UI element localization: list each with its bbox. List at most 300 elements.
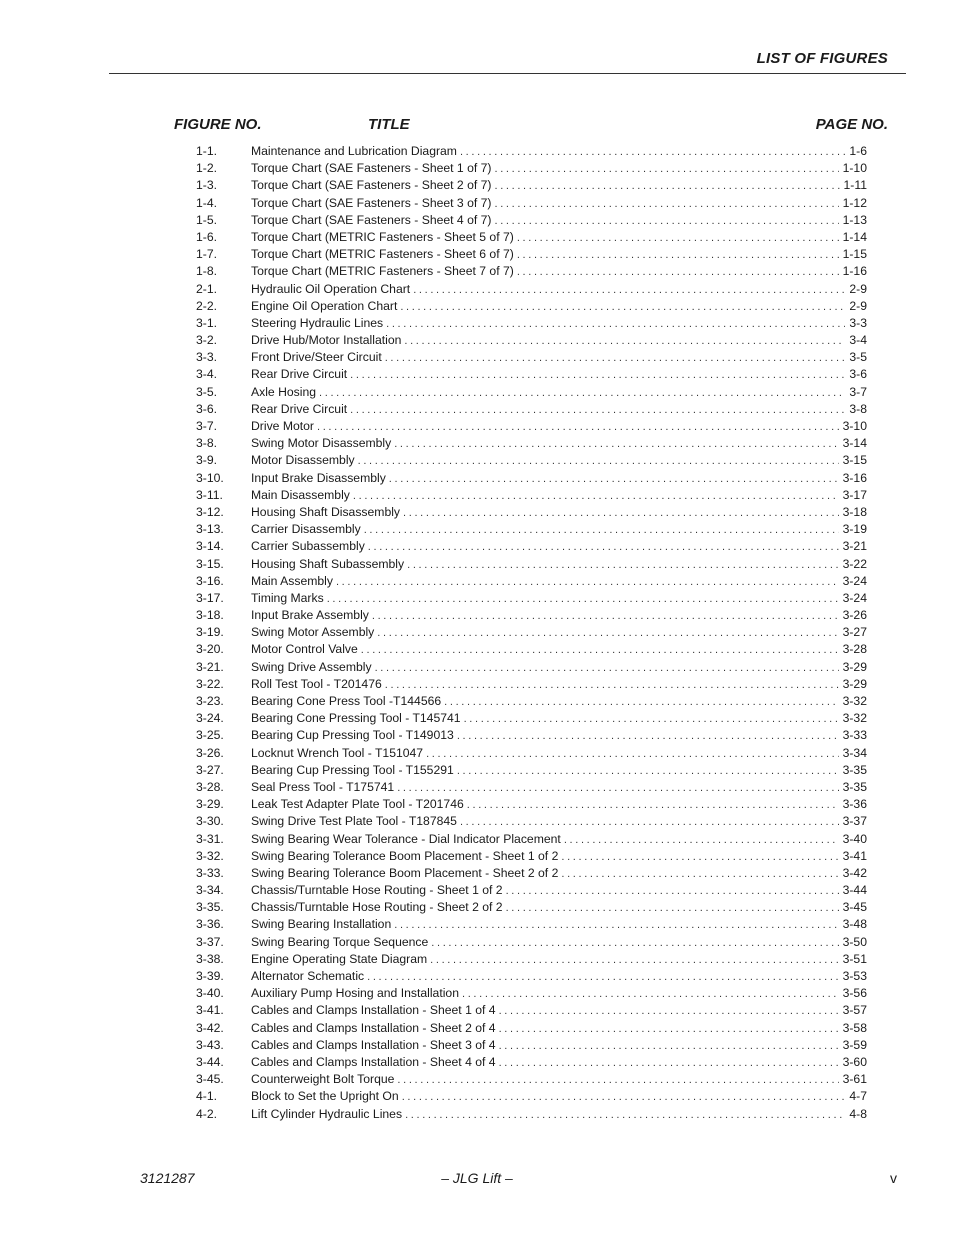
dot-leader — [494, 213, 838, 230]
figure-entry — [251, 624, 867, 642]
dot-leader — [336, 574, 839, 591]
figure-number: 1-6. — [196, 229, 218, 244]
figure-number: 3-14. — [196, 539, 224, 554]
list-item — [196, 435, 867, 452]
figure-entry — [251, 813, 867, 831]
list-item — [196, 745, 867, 762]
figure-number: 2-2. — [196, 298, 218, 313]
figure-number: 3-45. — [196, 1072, 224, 1087]
list-item — [196, 281, 867, 298]
figure-number: 3-41. — [196, 1003, 224, 1018]
list-item — [196, 315, 867, 332]
figure-page: 3-37 — [842, 814, 867, 829]
figure-title: Timing Marks — [251, 590, 324, 605]
figure-title: Swing Drive Assembly — [251, 659, 372, 674]
figure-page: 1-13 — [842, 212, 867, 227]
figure-title: Torque Chart (SAE Fasteners - Sheet 2 of 7) — [251, 178, 492, 193]
dot-leader — [517, 264, 839, 281]
column-header-figure: FIGURE NO. — [174, 116, 262, 133]
figure-title: Axle Hosing — [251, 384, 317, 399]
figure-entry — [251, 848, 867, 866]
column-header-page: PAGE NO. — [815, 116, 888, 133]
figure-number: 3-5. — [196, 384, 218, 399]
figure-entry — [251, 1054, 867, 1072]
figure-number: 3-34. — [196, 883, 224, 898]
figure-number: 3-4. — [196, 367, 218, 382]
figure-page: 3-45 — [842, 900, 867, 915]
figure-title: Swing Bearing Installation — [251, 917, 392, 932]
figure-entry — [251, 349, 867, 367]
figure-page: 4-7 — [849, 1089, 867, 1104]
figure-title: Cables and Clamps Installation - Sheet 3 of 4 — [251, 1037, 496, 1052]
figure-entry — [251, 212, 867, 230]
figure-entry — [251, 177, 867, 195]
figure-number: 1-3. — [196, 178, 218, 193]
figure-page: 3-19 — [842, 522, 867, 537]
figure-entry — [251, 281, 867, 299]
list-item — [196, 246, 867, 263]
figure-number: 3-24. — [196, 711, 224, 726]
figure-title: Alternator Schematic — [251, 969, 365, 983]
figure-title: Roll Test Tool - T201476 — [251, 676, 382, 691]
figure-title: Chassis/Turntable Hose Routing - Sheet 1 of 2 — [251, 883, 503, 898]
figure-number: 3-12. — [196, 504, 224, 519]
figure-number: 3-3. — [196, 350, 218, 365]
list-item — [196, 229, 867, 246]
figure-entry — [251, 160, 867, 178]
figure-title: Torque Chart (METRIC Fasteners - Sheet 5 of 7) — [251, 229, 514, 244]
figure-entry — [251, 882, 867, 900]
figure-page: 3-44 — [842, 883, 867, 898]
figure-entry — [251, 1088, 867, 1106]
figure-number: 3-39. — [196, 969, 224, 983]
figure-page: 3-60 — [842, 1054, 867, 1069]
figure-entry — [251, 573, 867, 591]
figure-title: Maintenance and Lubrication Diagram — [251, 144, 457, 158]
figure-page: 1-15 — [842, 247, 867, 262]
figure-title: Torque Chart (METRIC Fasteners - Sheet 6 of 7) — [251, 247, 514, 262]
dot-leader — [386, 316, 845, 333]
figure-entry — [251, 762, 867, 780]
figure-title: Torque Chart (SAE Fasteners - Sheet 3 of 7) — [251, 195, 492, 210]
dot-leader — [397, 780, 838, 797]
figure-page: 3-10 — [842, 419, 867, 433]
dot-leader — [319, 385, 845, 402]
list-item — [196, 1020, 867, 1037]
figure-page: 3-16 — [842, 470, 867, 485]
figure-page: 2-9 — [849, 298, 867, 313]
figure-entry — [251, 1071, 867, 1089]
figure-number: 1-2. — [196, 161, 218, 176]
figure-title: Input Brake Assembly — [251, 608, 369, 623]
footer-doc-number: 3121287 — [140, 1170, 195, 1186]
dot-leader — [457, 763, 839, 780]
figure-page: 3-36 — [842, 797, 867, 812]
figure-number: 4-1. — [196, 1089, 218, 1104]
figure-title: Bearing Cone Press Tool -T144566 — [251, 694, 442, 708]
figure-number: 3-33. — [196, 865, 224, 880]
figure-page: 3-24 — [842, 573, 867, 588]
figure-number: 3-11. — [196, 487, 223, 502]
figure-title: Motor Disassembly — [251, 453, 355, 468]
figure-page: 2-9 — [849, 281, 867, 296]
dot-leader — [385, 350, 846, 367]
dot-leader — [430, 952, 838, 969]
dot-leader — [317, 419, 839, 436]
figure-entry — [251, 1002, 867, 1020]
list-item — [196, 298, 867, 315]
list-item — [196, 693, 867, 710]
figure-entry — [251, 607, 867, 625]
figure-number: 3-42. — [196, 1020, 224, 1035]
figure-number: 1-4. — [196, 195, 218, 210]
list-item — [196, 779, 867, 796]
figure-number: 3-13. — [196, 522, 224, 537]
dot-leader — [506, 883, 839, 900]
figure-title: Auxiliary Pump Hosing and Installation — [251, 986, 459, 1001]
figure-entry — [251, 143, 867, 161]
figure-number: 1-7. — [196, 247, 218, 262]
figure-page: 1-12 — [842, 195, 867, 210]
figure-title: Swing Motor Disassembly — [251, 436, 392, 451]
figure-title: Bearing Cup Pressing Tool - T149013 — [251, 728, 454, 743]
dot-leader — [350, 402, 845, 419]
figure-number: 3-28. — [196, 779, 224, 794]
list-item — [196, 676, 867, 693]
figure-page: 3-32 — [842, 711, 867, 726]
dot-leader — [457, 728, 839, 745]
dot-leader — [375, 660, 839, 677]
figure-title: Swing Bearing Torque Sequence — [251, 934, 429, 949]
figure-entry — [251, 298, 867, 316]
figure-page: 3-40 — [842, 831, 867, 846]
list-item — [196, 1088, 867, 1105]
figure-page: 3-28 — [842, 642, 867, 657]
figure-title: Swing Motor Assembly — [251, 625, 375, 640]
dot-leader — [403, 505, 839, 522]
figure-page: 1-16 — [842, 264, 867, 279]
figure-title: Drive Motor — [251, 419, 314, 433]
list-item — [196, 470, 867, 487]
figure-page: 3-21 — [842, 539, 867, 554]
list-item — [196, 641, 867, 658]
figure-title: Main Disassembly — [251, 487, 350, 502]
dot-leader — [405, 1107, 845, 1124]
figure-page: 3-56 — [842, 986, 867, 1001]
figure-entry — [251, 693, 867, 711]
figure-number: 3-22. — [196, 676, 224, 691]
figure-entry — [251, 401, 867, 419]
figure-page: 3-35 — [842, 762, 867, 777]
figure-number: 3-27. — [196, 762, 224, 777]
figure-entry — [251, 384, 867, 402]
list-item — [196, 195, 867, 212]
list-item — [196, 813, 867, 830]
figure-page: 3-8 — [849, 401, 867, 416]
figure-entry — [251, 332, 867, 350]
figure-title: Main Assembly — [251, 573, 333, 588]
figure-page: 3-3 — [849, 315, 867, 330]
list-item — [196, 607, 867, 624]
figure-title: Hydraulic Oil Operation Chart — [251, 281, 411, 296]
figure-page: 1-14 — [842, 229, 867, 244]
list-item — [196, 968, 867, 985]
dot-leader — [350, 367, 845, 384]
dot-leader — [561, 866, 838, 883]
figure-entry — [251, 435, 867, 453]
dot-leader — [361, 642, 839, 659]
figure-title: Front Drive/Steer Circuit — [251, 350, 382, 365]
list-item — [196, 727, 867, 744]
figure-entry — [251, 195, 867, 213]
dot-leader — [517, 230, 839, 247]
dot-leader — [407, 557, 838, 574]
list-item — [196, 1106, 867, 1123]
figure-page: 3-57 — [842, 1003, 867, 1018]
figure-title: Chassis/Turntable Hose Routing - Sheet 2 of 2 — [251, 900, 503, 915]
list-item — [196, 934, 867, 951]
figure-entry — [251, 659, 867, 677]
list-item — [196, 951, 867, 968]
list-item — [196, 538, 867, 555]
figure-page: 3-61 — [842, 1072, 867, 1087]
figure-number: 3-26. — [196, 745, 224, 760]
figure-page: 3-32 — [842, 694, 867, 708]
list-item — [196, 590, 867, 607]
dot-leader — [367, 969, 838, 986]
figure-page: 4-8 — [849, 1106, 867, 1121]
figure-title: Swing Bearing Tolerance Boom Placement - Sheet 2 of 2 — [251, 865, 559, 880]
figure-page: 3-51 — [842, 951, 867, 966]
figure-number: 1-5. — [196, 212, 218, 227]
figure-title: Engine Operating State Diagram — [251, 951, 428, 966]
figure-number: 3-30. — [196, 814, 224, 829]
list-item — [196, 710, 867, 727]
list-item — [196, 831, 867, 848]
list-item — [196, 899, 867, 916]
figure-page: 3-7 — [849, 384, 867, 399]
figure-number: 2-1. — [196, 281, 218, 296]
dot-leader — [431, 935, 838, 952]
figure-number: 3-8. — [196, 436, 218, 451]
figure-entry — [251, 916, 867, 934]
list-item — [196, 384, 867, 401]
list-item — [196, 796, 867, 813]
figure-title: Cables and Clamps Installation - Sheet 1 of 4 — [251, 1003, 496, 1018]
list-item — [196, 624, 867, 641]
figure-number: 3-21. — [196, 659, 224, 674]
page-header-title: LIST OF FIGURES — [756, 50, 888, 67]
figure-title: Housing Shaft Disassembly — [251, 504, 401, 519]
figure-entry — [251, 521, 867, 539]
dot-leader — [462, 986, 839, 1003]
list-item — [196, 177, 867, 194]
figure-entry — [251, 470, 867, 488]
figure-number: 3-17. — [196, 590, 224, 605]
figure-title: Engine Oil Operation Chart — [251, 298, 398, 313]
dot-leader — [564, 832, 839, 849]
figure-number: 3-19. — [196, 625, 224, 640]
dot-leader — [327, 591, 839, 608]
figure-page: 3-18 — [842, 504, 867, 519]
dot-leader — [402, 1089, 846, 1106]
figure-page: 3-24 — [842, 590, 867, 605]
header-rule — [109, 73, 906, 74]
figure-page: 3-29 — [842, 676, 867, 691]
figure-title: Locknut Wrench Tool - T151047 — [251, 745, 424, 760]
figure-number: 3-1. — [196, 315, 218, 330]
figure-number: 1-8. — [196, 264, 218, 279]
list-item — [196, 332, 867, 349]
dot-leader — [467, 797, 839, 814]
figure-title: Carrier Subassembly — [251, 539, 365, 554]
list-item — [196, 452, 867, 469]
figure-number: 3-18. — [196, 608, 224, 623]
figure-entry — [251, 985, 867, 1003]
figure-title: Lift Cylinder Hydraulic Lines — [251, 1106, 403, 1121]
figure-number: 3-31. — [196, 831, 224, 846]
figure-number: 4-2. — [196, 1106, 218, 1121]
dot-leader — [368, 539, 839, 556]
figure-number: 3-29. — [196, 797, 224, 812]
figure-number: 3-16. — [196, 573, 224, 588]
list-item — [196, 916, 867, 933]
dot-leader — [389, 471, 839, 488]
list-item — [196, 985, 867, 1002]
list-item — [196, 366, 867, 383]
dot-leader — [377, 625, 838, 642]
dot-leader — [494, 178, 839, 195]
figure-page: 3-33 — [842, 728, 867, 743]
figure-title: Swing Bearing Wear Tolerance - Dial Indicator Placement — [251, 831, 561, 846]
figure-page: 3-15 — [842, 453, 867, 468]
figure-list — [196, 143, 867, 1123]
dot-leader — [394, 917, 838, 934]
figure-title: Leak Test Adapter Plate Tool - T201746 — [251, 797, 464, 812]
figure-entry — [251, 779, 867, 797]
figure-title: Steering Hydraulic Lines — [251, 315, 384, 330]
figure-number: 3-40. — [196, 986, 224, 1001]
figure-entry — [251, 452, 867, 470]
figure-title: Seal Press Tool - T175741 — [251, 779, 395, 794]
figure-entry — [251, 796, 867, 814]
figure-page: 3-48 — [842, 917, 867, 932]
figure-number: 3-43. — [196, 1037, 224, 1052]
figure-page: 3-35 — [842, 779, 867, 794]
figure-title: Cables and Clamps Installation - Sheet 2 of 4 — [251, 1020, 496, 1035]
figure-number: 3-32. — [196, 848, 224, 863]
figure-page: 3-42 — [842, 865, 867, 880]
figure-page: 3-59 — [842, 1037, 867, 1052]
figure-page: 1-11 — [843, 178, 867, 193]
dot-leader — [394, 436, 838, 453]
list-item — [196, 1071, 867, 1088]
dot-leader — [358, 453, 839, 470]
list-item — [196, 401, 867, 418]
dot-leader — [499, 1021, 839, 1038]
figure-entry — [251, 418, 867, 436]
figure-page: 3-26 — [842, 608, 867, 623]
figure-title: Block to Set the Upright On — [251, 1089, 399, 1104]
list-item — [196, 263, 867, 280]
figure-entry — [251, 487, 867, 505]
figure-entry — [251, 951, 867, 969]
dot-leader — [426, 746, 839, 763]
figure-entry — [251, 229, 867, 247]
figure-number: 3-36. — [196, 917, 224, 932]
figure-entry — [251, 590, 867, 608]
list-item — [196, 762, 867, 779]
figure-title: Bearing Cup Pressing Tool - T155291 — [251, 762, 454, 777]
figure-title: Torque Chart (SAE Fasteners - Sheet 1 of 7) — [251, 161, 492, 176]
figure-entry — [251, 710, 867, 728]
list-item — [196, 865, 867, 882]
list-item — [196, 487, 867, 504]
dot-leader — [506, 900, 839, 917]
figure-title: Torque Chart (SAE Fasteners - Sheet 4 of 7) — [251, 212, 492, 227]
figure-title: Housing Shaft Subassembly — [251, 556, 405, 571]
list-item — [196, 1054, 867, 1071]
figure-page: 3-17 — [842, 487, 867, 502]
figure-number: 3-10. — [196, 470, 224, 485]
list-item — [196, 1037, 867, 1054]
figure-page: 1-10 — [842, 161, 867, 176]
figure-number: 3-15. — [196, 556, 224, 571]
list-item — [196, 848, 867, 865]
figure-page: 3-14 — [842, 436, 867, 451]
list-item — [196, 659, 867, 676]
figure-entry — [251, 504, 867, 522]
figure-title: Drive Hub/Motor Installation — [251, 333, 402, 348]
figure-page: 3-22 — [842, 556, 867, 571]
list-item — [196, 521, 867, 538]
figure-number: 3-20. — [196, 642, 224, 657]
dot-leader — [464, 711, 839, 728]
figure-number: 3-6. — [196, 401, 218, 416]
figure-entry — [251, 727, 867, 745]
figure-entry — [251, 315, 867, 333]
figure-page: 3-58 — [842, 1020, 867, 1035]
figure-number: 3-44. — [196, 1054, 224, 1069]
dot-leader — [397, 1072, 838, 1089]
figure-entry — [251, 1037, 867, 1055]
list-item — [196, 160, 867, 177]
list-item — [196, 882, 867, 899]
dot-leader — [444, 694, 838, 711]
dot-leader — [353, 488, 839, 505]
figure-number: 3-38. — [196, 951, 224, 966]
figure-entry — [251, 865, 867, 883]
list-item — [196, 556, 867, 573]
figure-number: 3-35. — [196, 900, 224, 915]
dot-leader — [404, 333, 845, 350]
figure-entry — [251, 1106, 867, 1124]
figure-entry — [251, 676, 867, 694]
column-header-title: TITLE — [368, 116, 410, 133]
figure-page: 3-27 — [842, 625, 867, 640]
figure-entry — [251, 641, 867, 659]
figure-title: Input Brake Disassembly — [251, 470, 386, 485]
figure-entry — [251, 538, 867, 556]
figure-title: Counterweight Bolt Torque — [251, 1072, 395, 1087]
figure-title: Swing Drive Test Plate Tool - T187845 — [251, 814, 457, 829]
list-item — [196, 212, 867, 229]
figure-page: 3-4 — [849, 333, 867, 348]
figure-page: 3-5 — [849, 350, 867, 365]
dot-leader — [385, 677, 839, 694]
figure-number: 3-9. — [196, 453, 218, 468]
figure-page: 3-34 — [842, 745, 867, 760]
